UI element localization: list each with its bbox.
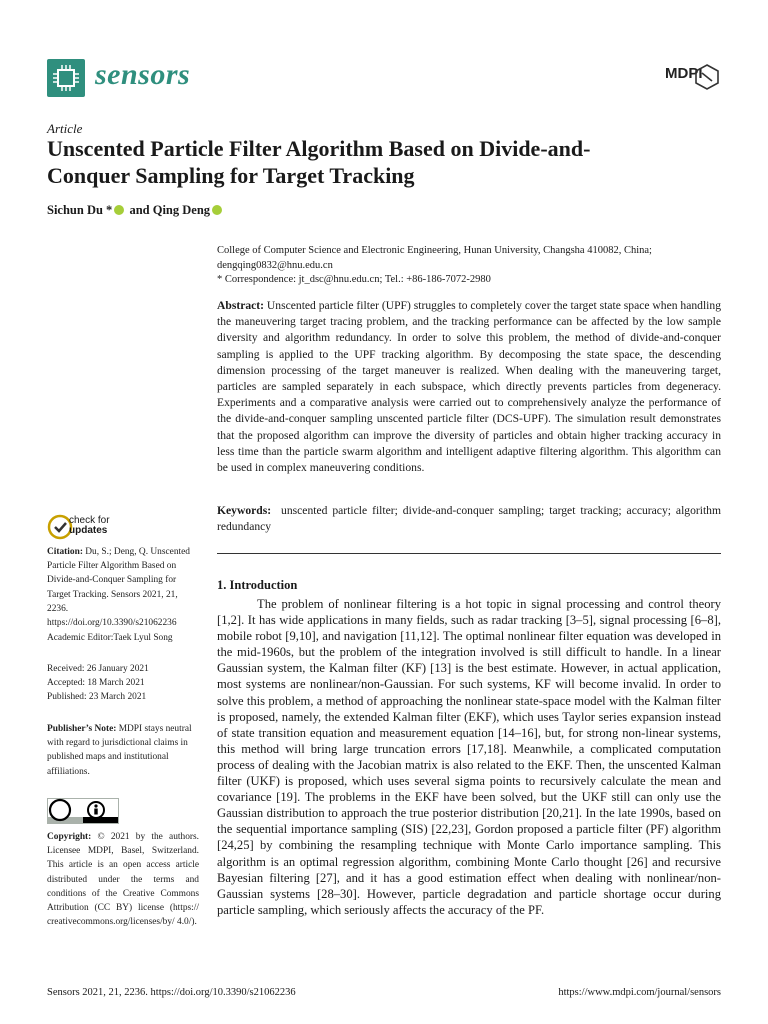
footer-journal-url[interactable]: https://www.mdpi.com/journal/sensors (558, 987, 721, 998)
footer-citation: Sensors 2021, 21, 2236. https://doi.org/10.3390/s21062236 (47, 987, 296, 998)
introduction-body (217, 596, 721, 918)
copyright (47, 830, 199, 929)
author-1[interactable]: Sichun Du * (47, 203, 113, 217)
keywords (217, 503, 721, 535)
keywords-label: Keywords: (217, 504, 272, 517)
citation (47, 545, 199, 630)
section-heading-introduction: 1. Introduction (217, 578, 298, 592)
orcid-icon[interactable] (212, 205, 222, 215)
introduction-text: The problem of nonlinear filtering is a hot topic in signal processing and control theory [1,2]. It has wide applications in many fields, such as radar tracking [3–5], signal processing [6–8], mobile robot [9,10], and navigation [11,12]. The optimal nonlinear filter equation was developed in the mid-1960s, but the problem of the integration involved is still difficult to handle. In a linear Gaussian system, the Kalman filter (KF) [13] is the best estimate. However, in actual application, most systems are nonlinear/non-Gaussian. For such systems, KF will become invalid. In order to solve this problem, a method of approaching the nonlinear state-space model with the Kalman filter is proposed, namely, the extended Kalman filter (EKF), which uses Taylor series expansion instead of state transition equation and measurement equation [14–16], but, for strong non-linear systems, this method will bring large truncation errors [17,18]. Meanwhile, a complicated computation process of dealing with the Jacobian matrix is also related to the EKF. Then, the unscented Kalman filter (UKF) is proposed, which uses several sigma points to recursively calculate the mean and covariance [19]. The problems in the EKF have been solved, but the UKF still can only use the Gaussian distribution to approach the true posterior distribution [20,21]. In the late 1990s, based on the sequential importance sampling (SIS) [22,23], Gordon proposed a particle filter (PF) algorithm [24,25] by combining the resampling technique with Monte Carlo importance sampling. This algorithm is an optimal regression algorithm, combining Monte Carlo thought [26] and recursive Bayesian filtering [27], and it has a good estimation effect when dealing with nonlinear/non-Gaussian systems [28–30]. However, particle degradation and particle shortage occur during particle sampling, which seriously affects the accuracy of the PF. (217, 597, 721, 917)
publisher-note (47, 722, 199, 779)
copyright-label: Copyright: (47, 832, 92, 842)
received-date: Received: 26 January 2021 (47, 664, 149, 674)
citation-label: Citation: (47, 547, 83, 557)
section-divider (217, 553, 721, 554)
keywords-text: unscented particle filter; divide-and-conquer sampling; target tracking; accuracy; algorithm redundancy (217, 504, 721, 533)
updates-label: updates (69, 525, 108, 536)
abstract-label: Abstract: (217, 299, 265, 312)
affiliation-block (217, 244, 727, 288)
published-date: Published: 23 March 2021 (47, 692, 147, 702)
correspondence: * Correspondence: jt_dsc@hnu.edu.cn; Tel.: +86-186-7072-2980 (217, 274, 491, 285)
publisher-note-text: MDPI stays neutral with regard to jurisdictional claims in published maps and institutional affiliations. (47, 724, 192, 777)
affiliation-line: College of Computer Science and Electronic Engineering, Hunan University, Changsha 410082, China; (217, 245, 652, 256)
abstract-text: Unscented particle filter (UPF) struggles to completely cover the target state space when handling the maneuvering target tracing problem, and the tracking performance can be affected by the low sample diversity and algorithm redundancy. In order to solve this problem, the method of divide-and-conquer sampling is applied to the UPF tracking algorithm. By decomposing the state space, the descending dimension processing of the target maneuver is realized. When dealing with the maneuvering target, particles are sampled separately in each subspace, which directly prevents particles from degeneracy. Experiments and a comparative analysis were carried out to comprehensively analyze the performance of the divide-and-conquer sampling unscented particle filter (DCS-UPF). The simulation result demonstrates that the proposed algorithm can improve the diversity of particles and obtain higher tracking accuracy in less time than the particle swarm algorithm and intelligent adaptive filtering algorithm. This algorithm can be used in complex maneuvering conditions. (217, 299, 721, 475)
affiliation-email[interactable]: dengqing0832@hnu.edu.cn (217, 259, 333, 271)
accepted-date: Accepted: 18 March 2021 (47, 678, 145, 688)
copyright-text: © 2021 by the authors. Licensee MDPI, Basel, Switzerland. This article is an open access article distributed under the terms and conditions of the Creative Commons Attribution (CC BY) license (https:// creativecommons.org/licenses/by/ 4.0/). (47, 832, 199, 928)
journal-logo-icon (47, 59, 85, 97)
paper-title: Unscented Particle Filter Algorithm Based on Divide-and-Conquer Sampling for Target Tracking (47, 136, 591, 188)
journal-name: sensors (95, 58, 191, 91)
abstract (217, 298, 721, 476)
mdpi-hex-icon (693, 63, 721, 91)
cc-by-license-icon[interactable] (47, 798, 119, 824)
author-2[interactable]: Qing Deng (152, 203, 211, 217)
publisher-note-label: Publisher’s Note: (47, 724, 117, 734)
academic-editor: Academic Editor:Taek Lyul Song (47, 633, 173, 643)
check-for-updates-badge[interactable] (47, 514, 167, 540)
check-label: check for (69, 515, 110, 526)
citation-text: Du, S.; Deng, Q. Unscented Particle Filter Algorithm Based on Divide-and-Conquer Sampling for Target Tracking. Sensors 2021, 21, 2236. https://doi.org/10.3390/s21062236 (47, 547, 190, 629)
author-list (47, 203, 224, 218)
article-type: Article (47, 121, 83, 136)
publisher-logo: MDPI (665, 65, 703, 82)
orcid-icon[interactable] (114, 205, 124, 215)
author-conjunction: and (129, 203, 150, 217)
